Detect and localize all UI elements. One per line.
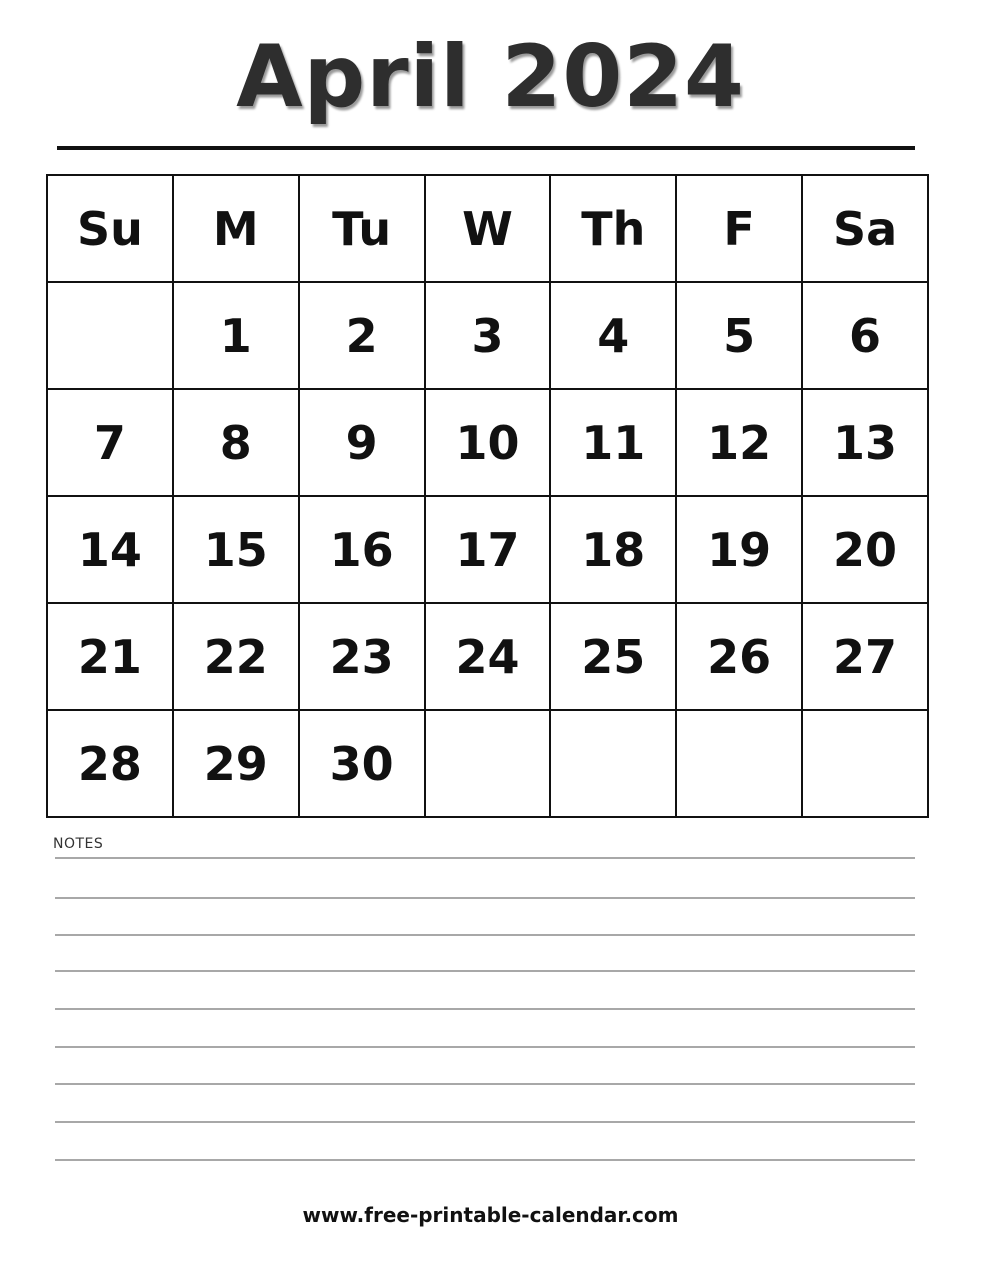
day-cell: 10 [425, 389, 551, 496]
week-row-5 [47, 710, 928, 817]
day-cell: 8 [173, 389, 299, 496]
day-cell: 17 [425, 496, 551, 603]
note-line [55, 970, 915, 972]
day-cell: 30 [299, 710, 425, 817]
footer-website: www.free-printable-calendar.com [302, 1203, 679, 1227]
week-row-2 [47, 389, 928, 496]
day-cell: 18 [550, 496, 676, 603]
weekday-wednesday: W [425, 175, 551, 282]
week-row-4 [47, 603, 928, 710]
note-line [55, 897, 915, 899]
day-cell: 13 [802, 389, 928, 496]
day-cell: 11 [550, 389, 676, 496]
day-cell: 23 [299, 603, 425, 710]
day-cell: 4 [550, 282, 676, 389]
day-cell [676, 710, 802, 817]
notes-label: NOTES [53, 836, 104, 852]
day-cell [550, 710, 676, 817]
day-cell: 22 [173, 603, 299, 710]
day-cell: 26 [676, 603, 802, 710]
day-cell [425, 710, 551, 817]
day-cell: 6 [802, 282, 928, 389]
note-line [55, 1159, 915, 1161]
day-cell: 25 [550, 603, 676, 710]
note-line [55, 1046, 915, 1048]
day-cell: 3 [425, 282, 551, 389]
calendar-grid [46, 174, 929, 818]
day-cell: 2 [299, 282, 425, 389]
week-row-3 [47, 496, 928, 603]
day-cell: 21 [47, 603, 173, 710]
day-cell: 24 [425, 603, 551, 710]
day-cell: 5 [676, 282, 802, 389]
weekday-thursday: Th [550, 175, 676, 282]
title-underline [57, 146, 915, 150]
day-cell: 9 [299, 389, 425, 496]
day-cell: 27 [802, 603, 928, 710]
day-cell: 14 [47, 496, 173, 603]
day-cell: 1 [173, 282, 299, 389]
day-cell: 12 [676, 389, 802, 496]
day-cell: 29 [173, 710, 299, 817]
note-line [55, 1008, 915, 1010]
day-cell [802, 710, 928, 817]
day-cell: 16 [299, 496, 425, 603]
weekday-header-row [47, 175, 928, 282]
weekday-tuesday: Tu [299, 175, 425, 282]
weekday-friday: F [676, 175, 802, 282]
note-line [55, 934, 915, 936]
day-cell [47, 282, 173, 389]
day-cell: 15 [173, 496, 299, 603]
note-line [55, 857, 915, 859]
weekday-monday: M [173, 175, 299, 282]
weekday-saturday: Sa [802, 175, 928, 282]
note-line [55, 1121, 915, 1123]
page-title: April 2024 [236, 27, 745, 127]
note-line [55, 1083, 915, 1085]
day-cell: 7 [47, 389, 173, 496]
week-row-1 [47, 282, 928, 389]
day-cell: 28 [47, 710, 173, 817]
day-cell: 19 [676, 496, 802, 603]
weekday-sunday: Su [47, 175, 173, 282]
day-cell: 20 [802, 496, 928, 603]
